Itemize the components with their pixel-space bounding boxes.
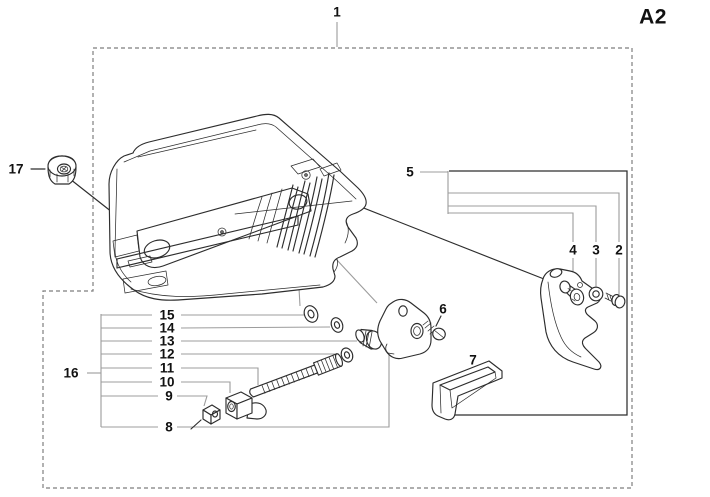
- tensioner-nut-drawing: [191, 405, 220, 429]
- sheet-code: A2: [639, 5, 667, 29]
- thread-ticks: [262, 367, 314, 393]
- callout-12: 12: [159, 346, 175, 362]
- callout-13: 13: [159, 333, 175, 349]
- callout-6: 6: [439, 301, 447, 317]
- callout-17: 17: [8, 161, 24, 177]
- tensioner-block-drawing: [226, 392, 266, 419]
- spacer-3-drawing: [589, 287, 603, 301]
- screw-2-drawing: [605, 293, 626, 309]
- callout-16: 16: [63, 365, 79, 381]
- clutch-cover-drawing: [109, 114, 366, 300]
- callout-15: 15: [159, 307, 175, 323]
- callout-2: 2: [615, 242, 623, 258]
- tensioner-bracket-drawing: [378, 299, 431, 358]
- tensioner-screw-drawing: [250, 353, 344, 397]
- callout-7: 7: [469, 352, 477, 368]
- callout-11: 11: [159, 360, 175, 376]
- knurl-ticks: [317, 356, 337, 374]
- washer-12: [339, 346, 355, 363]
- callout-1: 1: [333, 4, 341, 20]
- callout-8: 8: [165, 419, 173, 435]
- callout-4: 4: [569, 242, 577, 258]
- callout-5: 5: [406, 164, 414, 180]
- callout-9: 9: [165, 388, 173, 404]
- chain-catcher-drawing: [541, 267, 626, 369]
- callout-14: 14: [159, 320, 175, 336]
- bar-nut-drawing: [48, 156, 76, 184]
- callout-3: 3: [592, 242, 600, 258]
- callout-10: 10: [159, 374, 175, 390]
- guide-plate-drawing: [432, 361, 502, 420]
